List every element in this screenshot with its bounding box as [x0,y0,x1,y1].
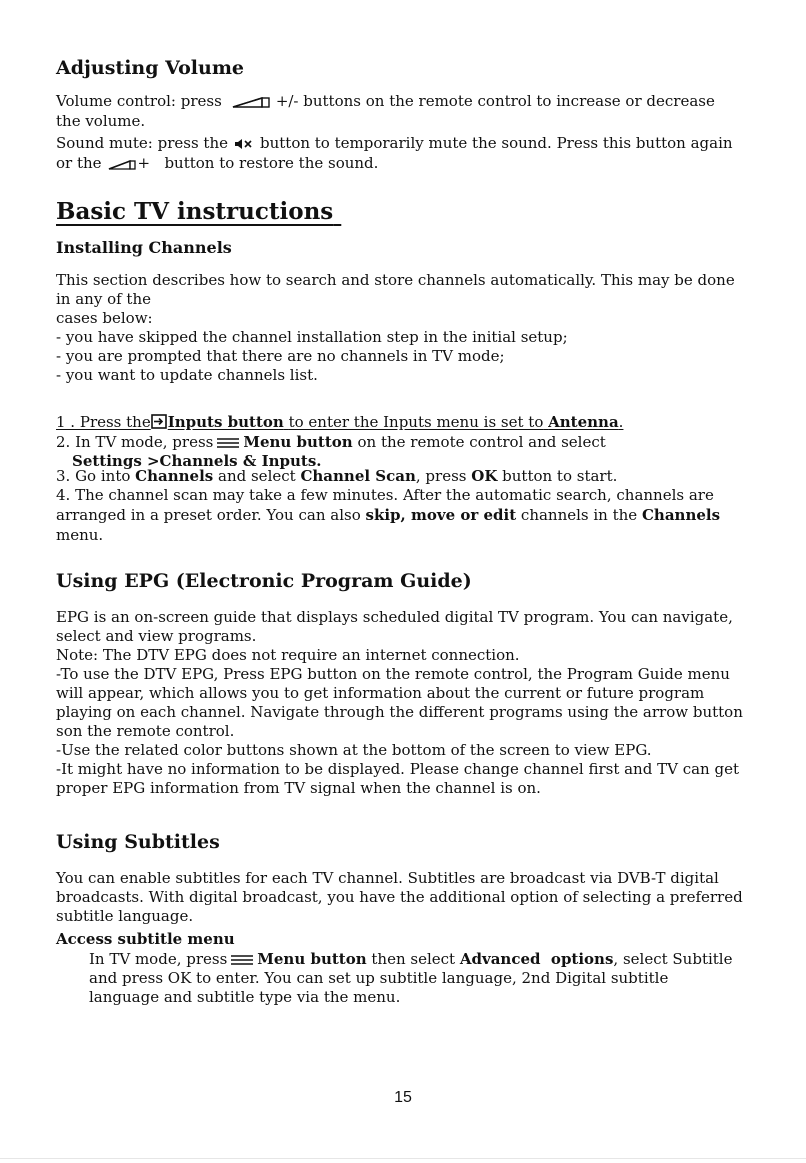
access-subtitle-heading: Access subtitle menu [56,930,235,948]
epg-heading: Using EPG (Electronic Program Guide) [56,570,472,592]
channels-intro-line: in any of the [56,290,151,308]
volume-heading: Adjusting Volume [56,57,245,79]
sound-mute-line: Sound mute: press the button to temporarily mute the sound. Press this button again [56,134,733,152]
epg-line: proper EPG information from TV signal when the channel is on. [56,779,541,797]
epg-line: -Use the related color buttons shown at the bottom of the screen to view EPG. [56,741,652,759]
installing-channels-heading: Installing Channels [56,238,232,257]
mute-icon [234,138,252,150]
subtitles-heading: Using Subtitles [56,831,220,853]
epg-line: Note: The DTV EPG does not require an internet connection. [56,646,520,664]
volume-wedge-icon [232,96,270,108]
access-subtitle-line-2: and press OK to enter. You can set up subtitle language, 2nd Digital subtitle [89,969,669,987]
page-number: 15 [394,1089,412,1106]
subtitles-line: You can enable subtitles for each TV channel. Subtitles are broadcast via DVB-T digital [56,869,719,887]
channels-step-4: 4. The channel scan may take a few minutes. After the automatic search, channels are [56,486,714,504]
epg-line: -It might have no information to be displayed. Please change channel first and TV can get [56,760,739,778]
channels-step-2: 2. In TV mode, press Menu button on the remote control and select [56,433,606,451]
basic-tv-heading: Basic TV instructions [56,198,334,225]
channels-step-4-cont: arranged in a preset order. You can also skip, move or edit channels in the Channels [56,506,721,524]
channels-step-3: 3. Go into Channels and select Channel Scan, press OK button to start. [56,467,618,485]
epg-line: will appear, which allows you to get information about the current or future program [56,684,705,702]
epg-line: EPG is an on-screen guide that displays scheduled digital TV program. You can navigate, [56,608,733,626]
epg-line: -To use the DTV EPG, Press EPG button on the remote control, the Program Guide menu [56,665,730,683]
subtitles-line: subtitle language. [56,907,194,925]
volume-wedge-icon [108,159,136,170]
epg-line: select and view programs. [56,627,257,645]
channels-intro-line: - you have skipped the channel installation step in the initial setup; [56,328,568,346]
access-subtitle-line-1: In TV mode, press Menu button then select Advanced options, select Subtitle [89,950,733,968]
subtitles-line: broadcasts. With digital broadcast, you have the additional option of selecting a preferred [56,888,743,906]
epg-line: playing on each channel. Navigate through the different programs using the arrow button [56,703,743,721]
volume-control-line: Volume control: press +/- buttons on the remote control to increase or decrease [56,92,715,110]
channels-step-4-end: menu. [56,526,104,544]
volume-line-2: the volume. [56,112,146,130]
channels-intro-line: cases below: [56,309,153,327]
channels-step-1: 1 . Press the Inputs button to enter the Inputs menu is set to Antenna. [56,413,624,431]
epg-line: son the remote control. [56,722,235,740]
sound-restore-line: or the + button to restore the sound. [56,154,379,172]
inputs-button-ref: Inputs button [151,413,284,431]
channels-intro-line: - you are prompted that there are no channels in TV mode; [56,347,505,365]
inputs-arrow-icon [151,414,167,429]
menu-lines-icon [216,437,240,449]
menu-lines-icon [230,954,254,966]
page-bottom-edge [0,1158,806,1159]
channels-step-2-path: Settings >Channels & Inputs. [72,452,322,470]
channels-intro-line: - you want to update channels list. [56,366,318,384]
channels-intro-line: This section describes how to search and store channels automatically. This may be done [56,271,735,289]
access-subtitle-line-3: language and subtitle type via the menu. [89,988,401,1006]
